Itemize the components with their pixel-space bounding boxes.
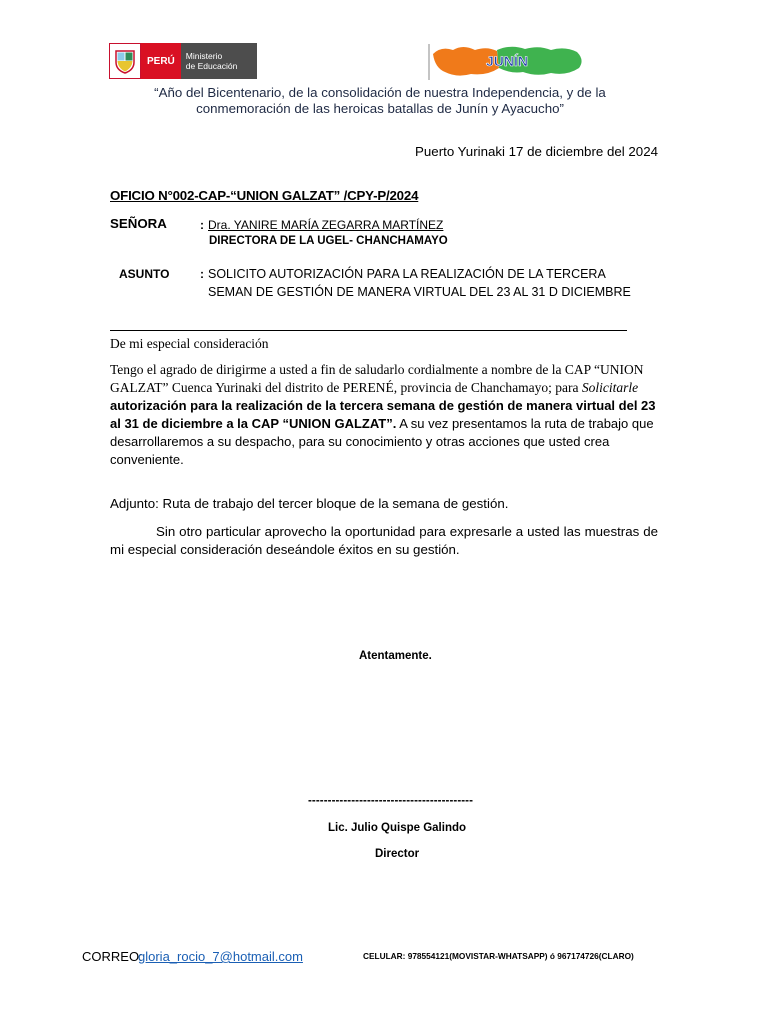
recipient-name: Dra. YANIRE MARÍA ZEGARRA MARTÍNEZ [208, 218, 444, 232]
ministry-line2: de Educación [185, 61, 238, 71]
signer-role: Director [375, 848, 420, 860]
greeting: De mi especial consideración [110, 336, 269, 351]
motto-line2: conmemoración de las heroicas batallas de Junín y Ayacucho” [196, 101, 564, 116]
recipient-label: SEÑORA [110, 216, 167, 231]
sign-off: Atentamente. [359, 650, 432, 662]
separator-line [110, 330, 627, 331]
body-paragraph [110, 361, 658, 469]
closing-paragraph: Sin otro particular aprovecho la oportunidad para expresarle a usted las muestras de mi especial consideración deseándole éxitos en su gestión. [110, 524, 658, 557]
signer-name: Lic. Julio Quispe Galindo [328, 822, 467, 834]
signature-line: ------------------------------------------ [308, 795, 474, 807]
motto-line1: “Año del Bicentenario, de la consolidación de nuestra Independencia, y de la [154, 85, 606, 100]
attachment-note: Adjunto: Ruta de trabajo del tercer bloque de la semana de gestión. [110, 496, 509, 511]
document-reference: OFICIO N°002-CAP-“UNION GALZAT” /CPY-P/2024 [110, 188, 419, 203]
body-text-start: Tengo el agrado de dirigirme a usted a fin de saludarlo cordialmente a nombre de la CAP “UNION GALZAT” Cuenca Yurinaki del distrito de PERENÉ, provincia de Chanchamayo; para [110, 362, 644, 395]
peru-coat-of-arms-icon [109, 43, 141, 79]
subject-colon: : [200, 267, 204, 281]
body-text-italic: Solicitarle [581, 380, 639, 395]
body-text-tail: A su vez presentamos la ruta de trabajo que desarrollaremos a su despacho, para su conocimiento y otras acciones que usted crea conveniente. [110, 416, 654, 467]
subject-line1: SOLICITO AUTORIZACIÓN PARA LA REALIZACIÓN DE LA TERCERA [208, 267, 606, 281]
peru-label: PERÚ [141, 43, 181, 79]
footer-email-link[interactable]: gloria_rocio_7@hotmail.com [138, 949, 303, 964]
ministry-label [181, 43, 257, 79]
subject-line2: SEMAN DE GESTIÓN DE MANERA VIRTUAL DEL 23 AL 31 D DICIEMBRE [208, 285, 631, 299]
recipient-role: DIRECTORA DE LA UGEL- CHANCHAMAYO [209, 235, 448, 247]
ministry-line1: Ministerio [185, 51, 223, 61]
footer-email-label: CORREO: [82, 949, 143, 964]
body-text-bold: autorización para la realización de la tercera semana de gestión de manera virtual del 23 al 31 de diciembre a la CAP “UNION GALZAT”. [110, 398, 656, 431]
ministerio-educacion-logo [109, 43, 257, 79]
junin-region-logo [427, 42, 587, 82]
recipient-colon: : [200, 218, 204, 232]
place-and-date: Puerto Yurinaki 17 de diciembre del 2024 [415, 144, 658, 159]
official-year-motto [110, 85, 650, 117]
subject-label: ASUNTO [119, 267, 170, 281]
footer-phone: CELULAR: 978554121(MOVISTAR-WHATSAPP) ó 967174726(CLARO) [363, 951, 634, 961]
junin-logo-text: JUNÍN [485, 53, 529, 69]
